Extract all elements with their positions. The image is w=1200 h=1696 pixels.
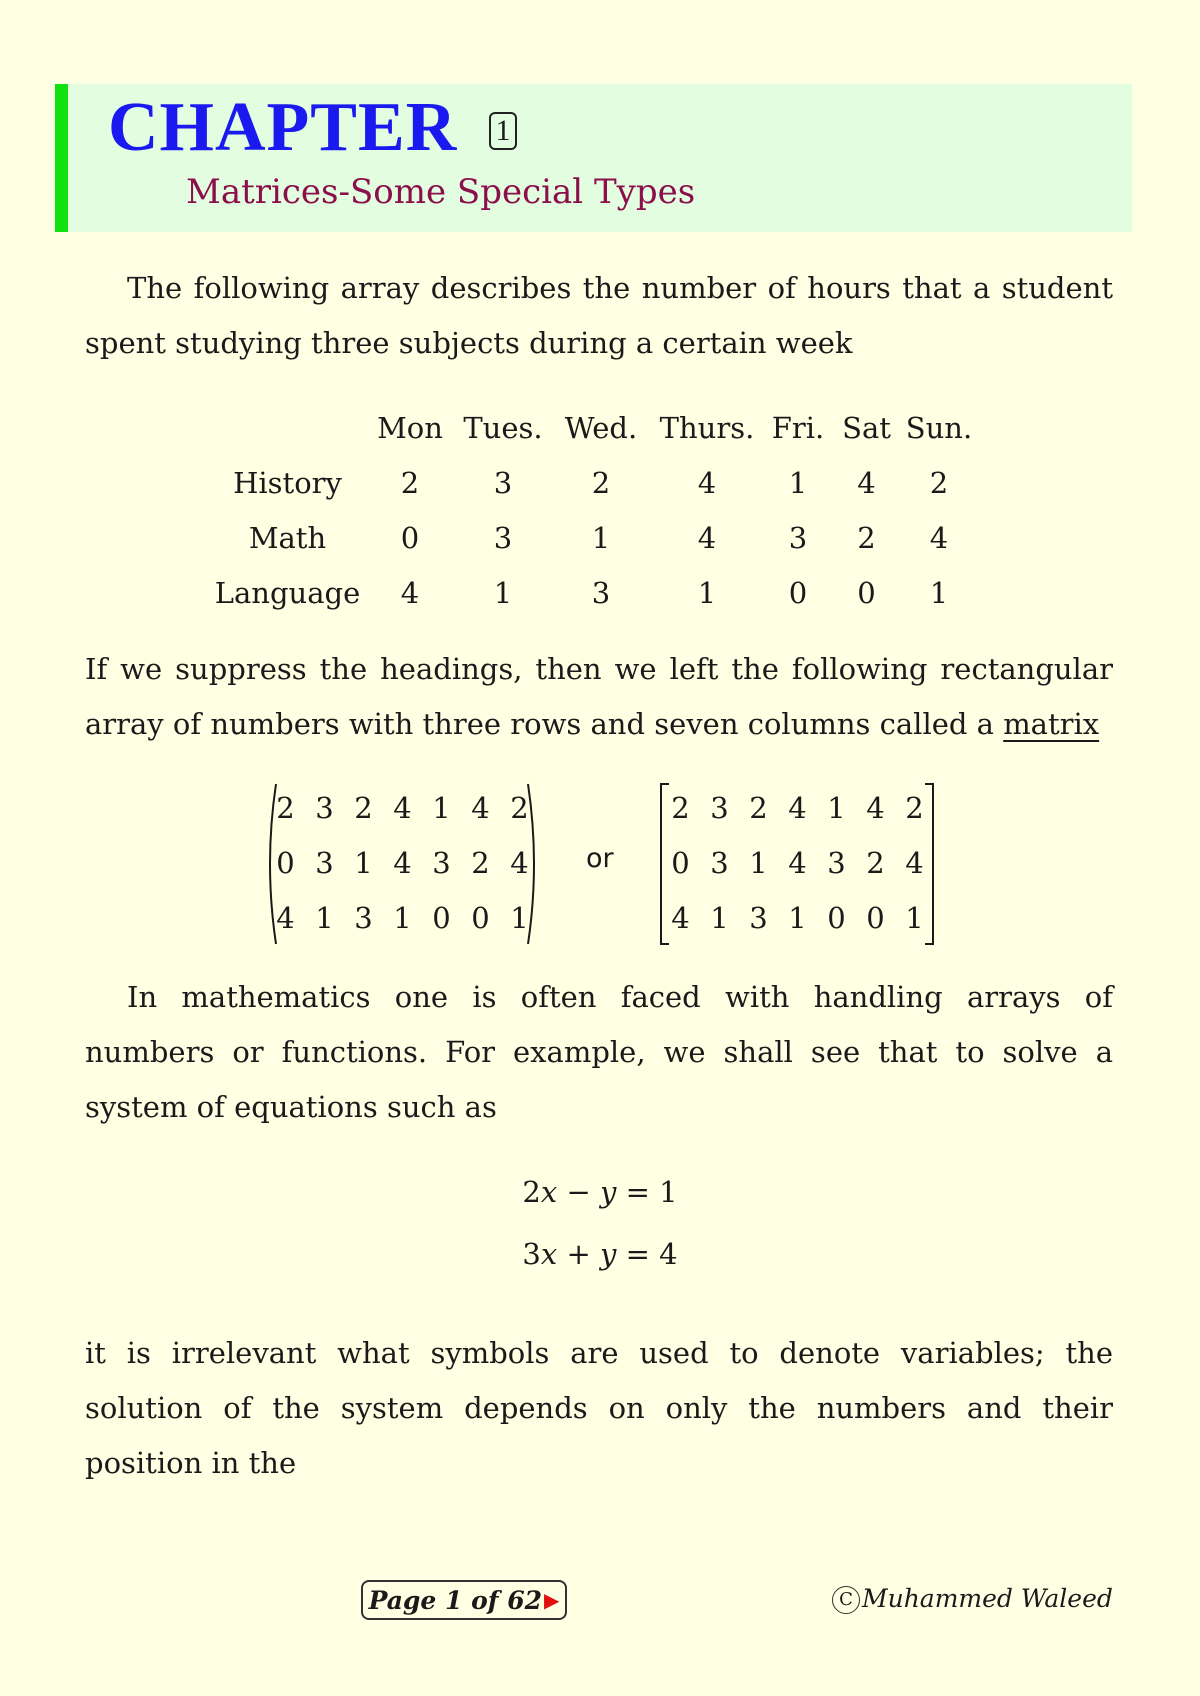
equation-1 [0,1175,1200,1209]
row-label: Language [214,575,361,610]
matrix-entry: 3 [749,900,768,935]
author-credit [832,1584,1113,1614]
table-cell: 2 [400,465,420,500]
copyright-icon: C [832,1586,860,1614]
matrix-entry: 2 [749,790,768,825]
eq-coef: 3 [522,1237,541,1271]
matrix-entry: 3 [315,845,334,880]
chapter-heading: CHAPTER [108,89,458,166]
or-label: or [586,843,614,874]
row-label: History [233,465,342,500]
table-cell: 1 [493,575,513,610]
chapter-number-badge: 1 [489,112,517,150]
row-label: Math [248,520,327,555]
hours-col-header: Mon [377,410,443,445]
eq-var: y [599,1237,617,1271]
matrix-entry: 1 [315,900,334,935]
hours-table-header-row [210,400,978,455]
matrix-entry: 4 [510,845,529,880]
table-cell: 4 [400,575,420,610]
matrix-entry: 4 [788,790,807,825]
math-paragraph: In mathematics one is often faced with handling arrays of numbers or functions. For example, we shall see that to solve a system of equations such as [85,980,1113,1124]
matrix-row [266,835,539,890]
chapter-subtitle: Matrices-Some Special Types [186,172,696,212]
table-cell: 0 [400,520,420,555]
table-cell: 3 [788,520,808,555]
next-page-arrow-icon[interactable]: ▶ [544,1588,560,1612]
eq-var: x [540,1237,558,1271]
matrix-entry: 2 [671,790,690,825]
suppress-text: If we suppress the headings, then we left the following rectangular array of numbers with three rows and seven columns called a [85,652,1113,741]
matrix-entry: 4 [393,790,412,825]
suppress-paragraph [85,642,1113,752]
matrix-term: matrix [1003,707,1100,741]
hours-col-header: Sun. [905,410,973,445]
table-cell: 1 [697,575,717,610]
table-cell: 1 [788,465,808,500]
matrix-entry: 3 [710,790,729,825]
table-row [210,455,978,510]
eq-op: + [557,1237,600,1271]
bracket-matrix-cells [661,780,934,945]
matrix-entry: 2 [471,845,490,880]
table-cell: 3 [493,465,513,500]
hours-table-corner [210,400,365,455]
matrix-entry: 0 [866,900,885,935]
eq-rhs: = 4 [616,1237,678,1271]
matrix-entry: 1 [788,900,807,935]
matrix-entry: 3 [827,845,846,880]
eq-coef: 2 [522,1175,541,1209]
table-cell: 4 [697,520,717,555]
paren-matrix [262,780,542,948]
matrix-entry: 3 [710,845,729,880]
eq-var: y [599,1175,617,1209]
matrix-entry: 4 [905,845,924,880]
eq-rhs: = 1 [616,1175,678,1209]
hours-col-header: Tues. [463,410,543,445]
matrix-entry: 3 [354,900,373,935]
matrix-entry: 0 [432,900,451,935]
matrix-entry: 4 [788,845,807,880]
table-cell: 1 [929,575,949,610]
hours-col-header: Wed. [564,410,638,445]
matrix-row [661,835,934,890]
matrix-entry: 1 [393,900,412,935]
eq-op: − [557,1175,600,1209]
matrix-entry: 4 [866,790,885,825]
table-row [210,565,978,620]
matrix-entry: 4 [671,900,690,935]
intro-paragraph: The following array describes the number of hours that a student spent studying three subjects during a certain week [85,271,1113,360]
eq-var: x [540,1175,558,1209]
closing-paragraph: it is irrelevant what symbols are used to denote variables; the solution of the system depends on only the numbers and their position in the [85,1336,1113,1480]
matrix-entry: 0 [671,845,690,880]
matrix-entry: 1 [749,845,768,880]
matrix-entry: 2 [354,790,373,825]
table-cell: 2 [857,520,876,555]
matrix-entry: 1 [827,790,846,825]
hours-col-header: Thurs. [659,410,755,445]
table-cell: 0 [788,575,808,610]
paren-matrix-cells [266,780,539,945]
equation-2 [0,1237,1200,1271]
page-indicator: Page 1 of 62 [368,1585,543,1615]
matrix-row [661,780,934,835]
matrix-entry: 3 [315,790,334,825]
matrix-entry: 1 [510,900,529,935]
table-cell: 4 [929,520,949,555]
table-cell: 3 [591,575,611,610]
matrix-entry: 2 [905,790,924,825]
matrix-entry: 1 [710,900,729,935]
matrix-entry: 0 [276,845,295,880]
matrix-row [661,890,934,945]
matrix-row [266,890,539,945]
table-cell: 2 [591,465,611,500]
matrix-entry: 0 [827,900,846,935]
table-cell: 0 [857,575,876,610]
matrix-row [266,780,539,835]
table-cell: 4 [697,465,717,500]
matrix-entry: 0 [471,900,490,935]
matrix-entry: 1 [354,845,373,880]
matrix-entry: 2 [866,845,885,880]
matrix-entry: 4 [393,845,412,880]
hours-col-header: Fri. [771,410,825,445]
hours-col-header: Sat [842,410,891,445]
matrix-entry: 1 [432,790,451,825]
hours-table [210,400,978,620]
table-cell: 4 [857,465,876,500]
table-cell: 2 [929,465,949,500]
table-cell: 3 [493,520,513,555]
bracket-matrix [657,780,937,948]
matrix-entry: 2 [510,790,529,825]
matrix-entry: 2 [276,790,295,825]
table-cell: 1 [591,520,611,555]
matrix-entry: 4 [471,790,490,825]
page-navigation-button[interactable] [361,1580,567,1620]
matrix-entry: 1 [905,900,924,935]
matrix-entry: 3 [432,845,451,880]
table-row [210,510,978,565]
author-name: Muhammed Waleed [862,1584,1113,1613]
matrix-entry: 4 [276,900,295,935]
